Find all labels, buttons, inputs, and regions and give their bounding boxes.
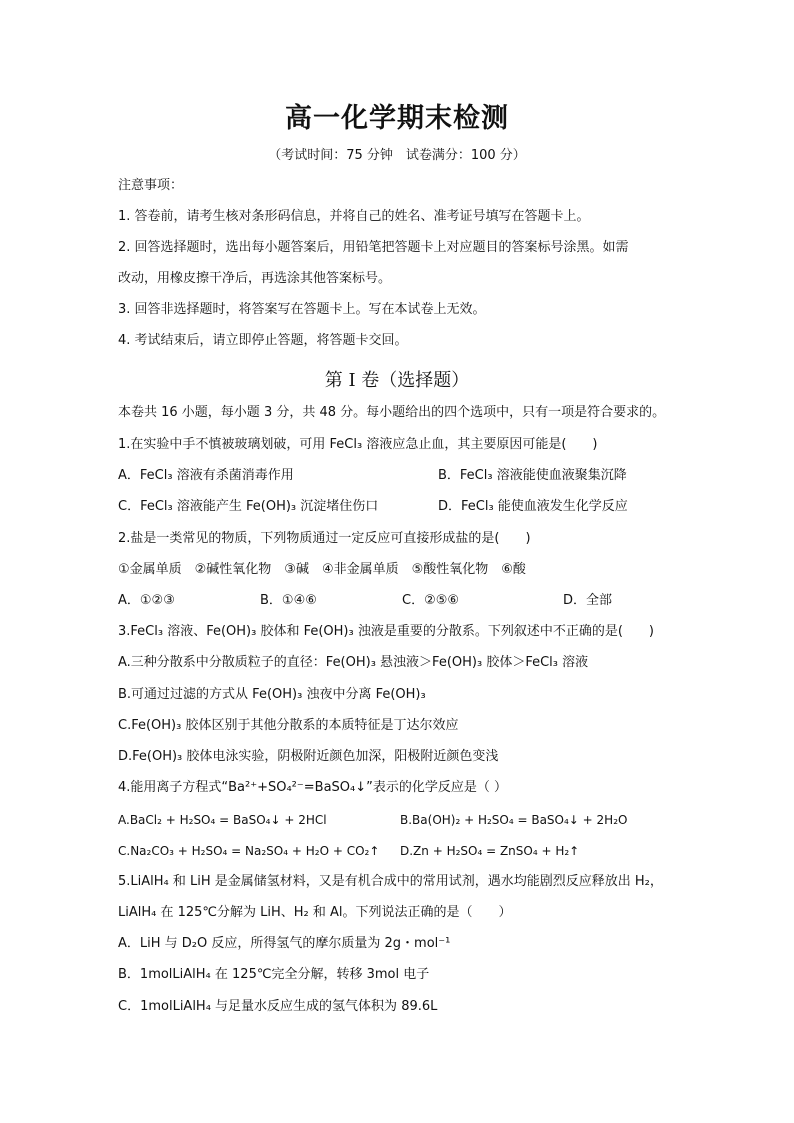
q5-stem-line-2: LiAlH₄ 在 125℃分解为 LiH、H₂ 和 Al。下列说法正确的是（ ） [118,905,512,920]
q4-option-b: B.Ba(OH)₂ + H₂SO₄ = BaSO₄↓ + 2H₂O [400,813,628,827]
note-2-line-1: 2. 回答选择题时，选出每小题答案后，用铅笔把答题卡上对应题目的答案标号涂黑。如需 [118,240,629,255]
q5-option-c: C．1molLiAlH₄ 与足量水反应生成的氢气体积为 89.6L [118,999,438,1014]
q1-option-c: C．FeCl₃ 溶液能产生 Fe(OH)₃ 沉淀堵住伤口 [118,499,379,514]
q3-option-c: C.Fe(OH)₃ 胶体区别于其他分散系的本质特征是丁达尔效应 [118,718,459,733]
q1-stem: 1.在实验中手不慎被玻璃划破，可用 FeCl₃ 溶液应急止血，其主要原因可能是( ) [118,437,598,452]
note-3: 3. 回答非选择题时，将答案写在答题卡上。写在本试卷上无效。 [118,302,486,317]
page-title: 高一化学期末检测 [285,103,509,134]
q5-option-a: A．LiH 与 D₂O 反应，所得氢气的摩尔质量为 2g・mol⁻¹ [118,936,451,951]
q3-option-d: D.Fe(OH)₃ 胶体电泳实验，阴极附近颜色加深，阳极附近颜色变浅 [118,749,499,764]
q1-option-d: D．FeCl₃ 能使血液发生化学反应 [438,499,628,514]
section-title: 第 I 卷（选择题） [324,370,470,391]
q2-option-a: A．①②③ [118,593,175,608]
q2-items: ①金属单质 ②碱性氧化物 ③碱 ④非金属单质 ⑤酸性氧化物 ⑥酸 [118,562,526,577]
q2-option-b: B．①④⑥ [260,593,317,608]
q5-stem-line-1: 5.LiAlH₄ 和 LiH 是金属储氢材料，又是有机合成中的常用试剂，遇水均能剧烈反应释放出 H₂， [118,874,663,889]
q4-option-c: C.Na₂CO₃ + H₂SO₄ = Na₂SO₄ + H₂O + CO₂↑ [118,844,380,858]
section-intro: 本卷共 16 小题，每小题 3 分，共 48 分。每小题给出的四个选项中，只有一项是符合要求的。 [118,405,666,420]
note-1: 1. 答卷前，请考生核对条形码信息，并将自己的姓名、准考证号填写在答题卡上。 [118,209,590,224]
q2-option-d: D．全部 [563,593,613,608]
q4-option-d: D.Zn + H₂SO₄ = ZnSO₄ + H₂↑ [400,844,580,858]
q4-stem: 4.能用离子方程式“Ba²⁺+SO₄²⁻=BaSO₄↓”表示的化学反应是（ ） [118,780,507,795]
q1-option-b: B．FeCl₃ 溶液能使血液聚集沉降 [438,468,627,483]
q3-option-a: A.三种分散系中分散质粒子的直径：Fe(OH)₃ 悬浊液＞Fe(OH)₃ 胶体＞FeCl₃ 溶液 [118,655,589,670]
q2-stem: 2.盐是一类常见的物质，下列物质通过一定反应可直接形成盐的是( ) [118,531,531,546]
q4-option-a: A.BaCl₂ + H₂SO₄ = BaSO₄↓ + 2HCl [118,813,327,827]
q2-option-c: C．②⑤⑥ [402,593,460,608]
note-4: 4. 考试结束后，请立即停止答题，将答题卡交回。 [118,333,408,348]
exam-info: （考试时间：75 分钟 试卷满分：100 分） [268,148,526,163]
note-2-line-2: 改动，用橡皮擦干净后，再选涂其他答案标号。 [118,271,392,286]
q3-option-b: B.可通过过滤的方式从 Fe(OH)₃ 浊夜中分离 Fe(OH)₃ [118,687,426,702]
notes-heading: 注意事项： [118,178,184,193]
q1-option-a: A．FeCl₃ 溶液有杀菌消毒作用 [118,468,294,483]
q3-stem: 3.FeCl₃ 溶液、Fe(OH)₃ 胶体和 Fe(OH)₃ 浊液是重要的分散系。下列叙述中不正确的是( ) [118,624,654,639]
q5-option-b: B．1molLiAlH₄ 在 125℃完全分解，转移 3mol 电子 [118,967,430,982]
